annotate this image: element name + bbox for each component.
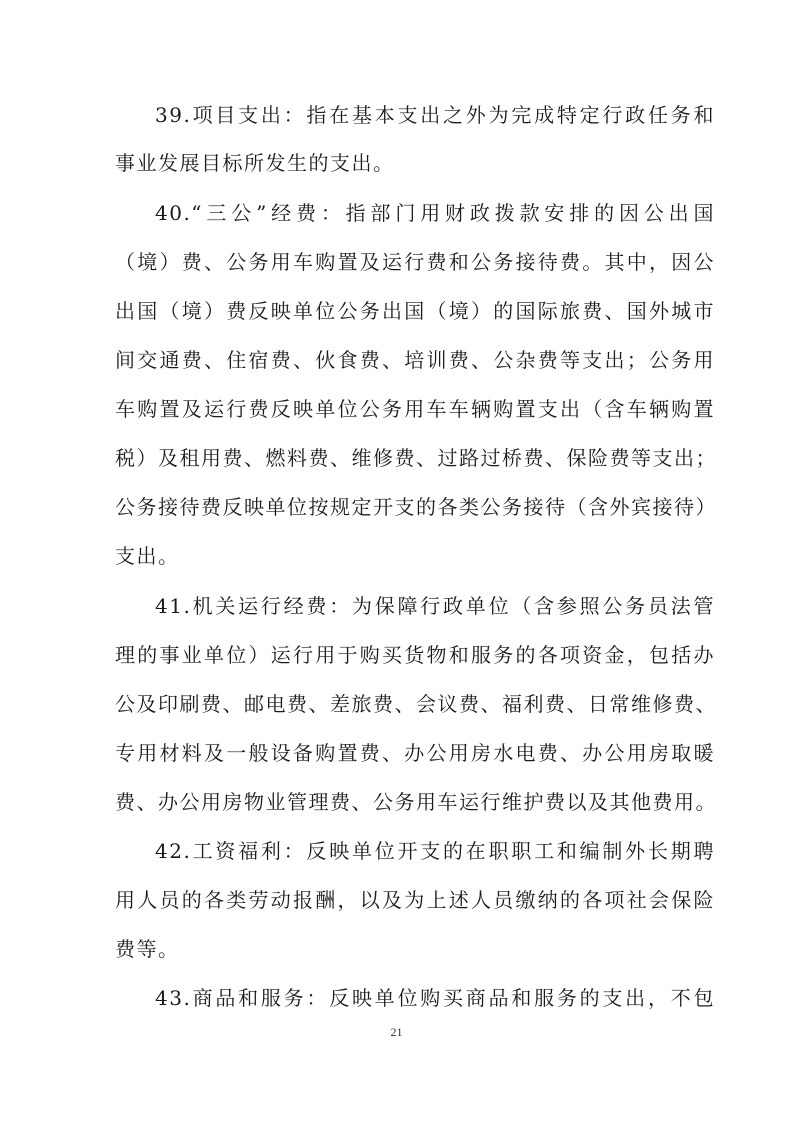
text-line: 费等。 — [115, 937, 180, 961]
text-line: （境）费、公务用车购置及运行费和公务接待费。其中，因公 — [115, 250, 715, 274]
text-line: 公务接待费反映单位按规定开支的各类公务接待（含外宾接待） — [115, 495, 717, 519]
text-line: 用人员的各类劳动报酬，以及为上述人员缴纳的各项社会保险 — [115, 888, 715, 912]
text-line: 43.商品和服务：反映单位购买商品和服务的支出，不包 — [155, 986, 715, 1010]
text-line: 公及印刷费、邮电费、差旅费、会议费、福利费、日常维修费、 — [115, 692, 717, 716]
page-number: 21 — [390, 1025, 403, 1039]
text-line: 出国（境）费反映单位公务出国（境）的国际旅费、国外城市 — [115, 299, 715, 323]
text-line: 41.机关运行经费：为保障行政单位（含参照公务员法管 — [155, 594, 715, 618]
text-line: 间交通费、住宿费、伙食费、培训费、公杂费等支出；公务用 — [115, 348, 715, 372]
text-line: 专用材料及一般设备购置费、办公用房水电费、办公用房取暖 — [115, 741, 715, 765]
text-line: 支出。 — [115, 544, 180, 568]
text-line: 理的事业单位）运行用于购买货物和服务的各项资金，包括办 — [115, 643, 715, 667]
text-line: 事业发展目标所发生的支出。 — [115, 151, 395, 175]
text-line: 车购置及运行费反映单位公务用车车辆购置支出（含车辆购置 — [115, 397, 715, 421]
text-line: 40.“三公”经费：指部门用财政拨款安排的因公出国 — [155, 201, 715, 225]
text-line: 税）及租用费、燃料费、维修费、过路过桥费、保险费等支出； — [115, 446, 717, 470]
text-line: 费、办公用房物业管理费、公务用车运行维护费以及其他费用。 — [115, 790, 717, 814]
text-line: 39.项目支出：指在基本支出之外为完成特定行政任务和 — [155, 103, 715, 127]
text-line: 42.工资福利：反映单位开支的在职职工和编制外长期聘 — [155, 839, 715, 863]
